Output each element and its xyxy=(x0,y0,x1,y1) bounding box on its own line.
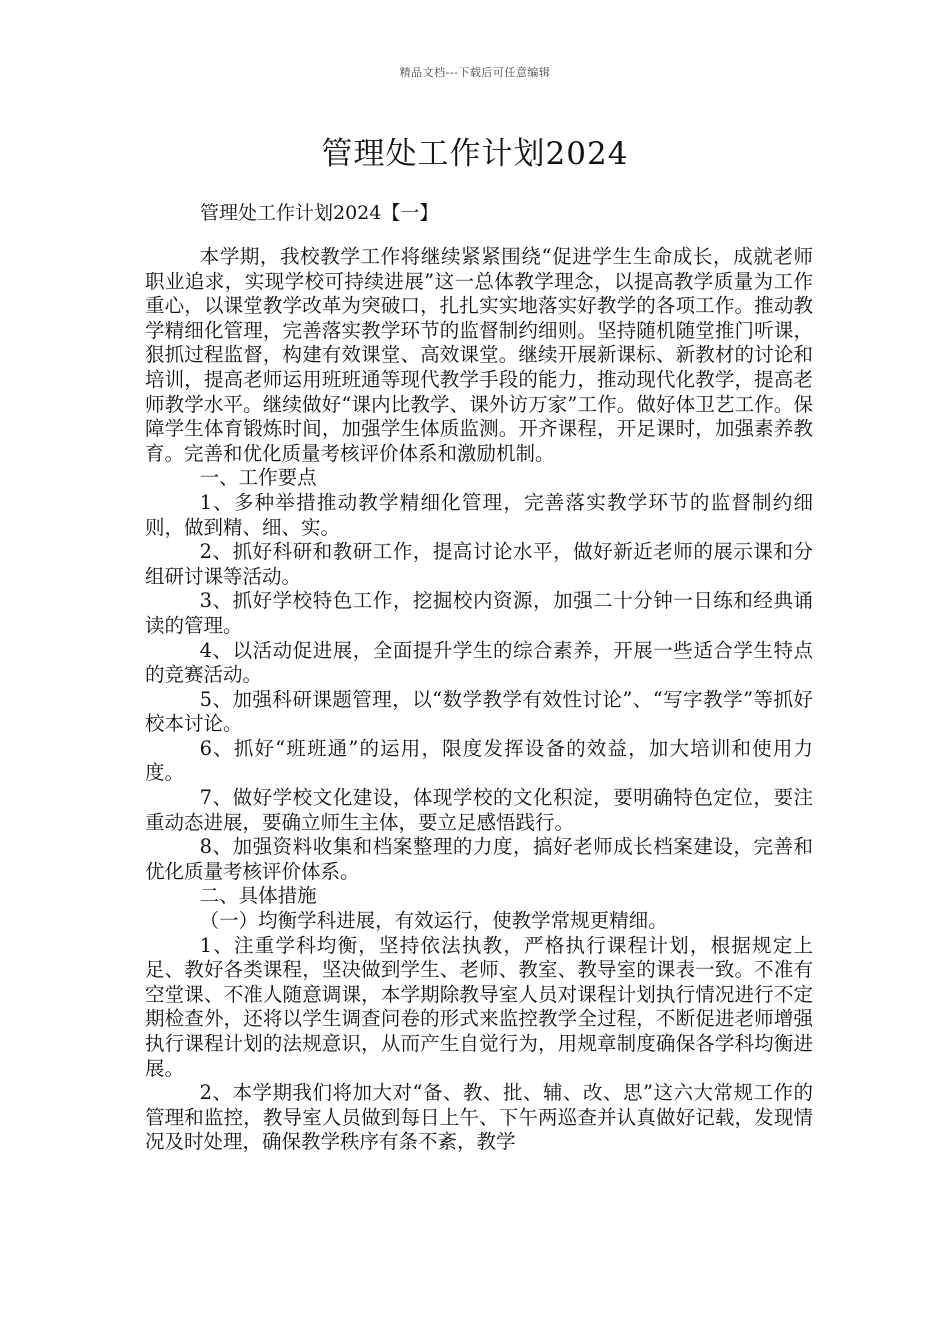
key-point-item: 6、抓好“班班通”的运用，限度发挥设备的效益，加大培训和使用力度。 xyxy=(145,736,813,785)
key-point-item: 3、抓好学校特色工作，挖掘校内资源，加强二十分钟一日练和经典诵读的管理。 xyxy=(145,589,813,637)
key-point-item: 4、以活动促进展，全面提升学生的综合素养，开展一些适合学生特点的竞赛活动。 xyxy=(145,638,813,687)
key-point-item: 1、多种举措推动教学精细化管理，完善落实教学环节的监督制约细则，做到精、细、实。 xyxy=(145,490,813,539)
document-body xyxy=(145,245,813,1155)
key-point-item: 8、加强资料收集和档案整理的力度，搞好老师成长档案建设，完善和优化质量考核评价体系。 xyxy=(145,835,813,883)
measure-item: 2、本学期我们将加大对“备、教、批、辅、改、思”这六大常规工作的管理和监控，教导室人员做到每日上午、下午两巡查并认真做好记载，发现情况及时处理，确保教学秩序有条不紊，教学 xyxy=(145,1081,813,1154)
key-point-item: 5、加强科研课题管理，以“数学教学有效性讨论”、“写字教学”等抓好校本讨论。 xyxy=(145,687,813,736)
key-point-item: 7、做好学校文化建设，体现学校的文化积淀，要明确特色定位，要注重动态进展，要确立师生主体，要立足感悟践行。 xyxy=(145,786,813,834)
subsection-heading: （一）均衡学科进展，有效运行，使教学常规更精细。 xyxy=(199,909,668,933)
document-subtitle: 管理处工作计划2024【一】 xyxy=(200,202,439,224)
intro-paragraph: 本学期，我校教学工作将继续紧紧围绕“促进学生生命成长，成就老师职业追求，实现学校可持续进展”这一总体教学理念，以提高教学质量为工作重心，以课堂教学改革为突破口，扎扎实实地落实好教学的各项工作。推动教学精细化管理，完善落实教学环节的监督制约细则。坚持随机随堂推门听课，狠抓过程监督，构建有效课堂、高效课堂。继续开展新课标、新教材的讨论和培训，提高老师运用班班通等现代教学手段的能力，推动现代化教学，提高老师教学水平。继续做好“课内比教学、课外访万家”工作。做好体卫艺工作。保障学生体育锻炼时间，加强学生体质监测。开齐课程，开足课时，加强素养教育。完善和优化质量考核评价体系和激励机制。 xyxy=(145,245,813,465)
section-heading-measures: 二、具体措施 xyxy=(199,884,317,908)
document-title: 管理处工作计划2024 xyxy=(321,136,629,172)
header-note: 精品文档---下载后可任意编辑 xyxy=(399,66,551,79)
measure-item: 1、注重学科均衡，坚持依法执教，严格执行课程计划，根据规定上足、教好各类课程，坚决做到学生、老师、教室、教导室的课表一致。不准有空堂课、不准人随意调课，本学期除教导室人员对课程计划执行情况进行不定期检查外，还将以学生调查问卷的形式来监控教学全过程，不断促进老师增强执行课程计划的法规意识，从而产生自觉行为，用规章制度确保各学科均衡进展。 xyxy=(145,933,813,1080)
section-heading-key-points: 一、工作要点 xyxy=(199,466,317,490)
key-point-item: 2、抓好科研和教研工作，提高讨论水平，做好新近老师的展示课和分组研讨课等活动。 xyxy=(145,540,813,588)
